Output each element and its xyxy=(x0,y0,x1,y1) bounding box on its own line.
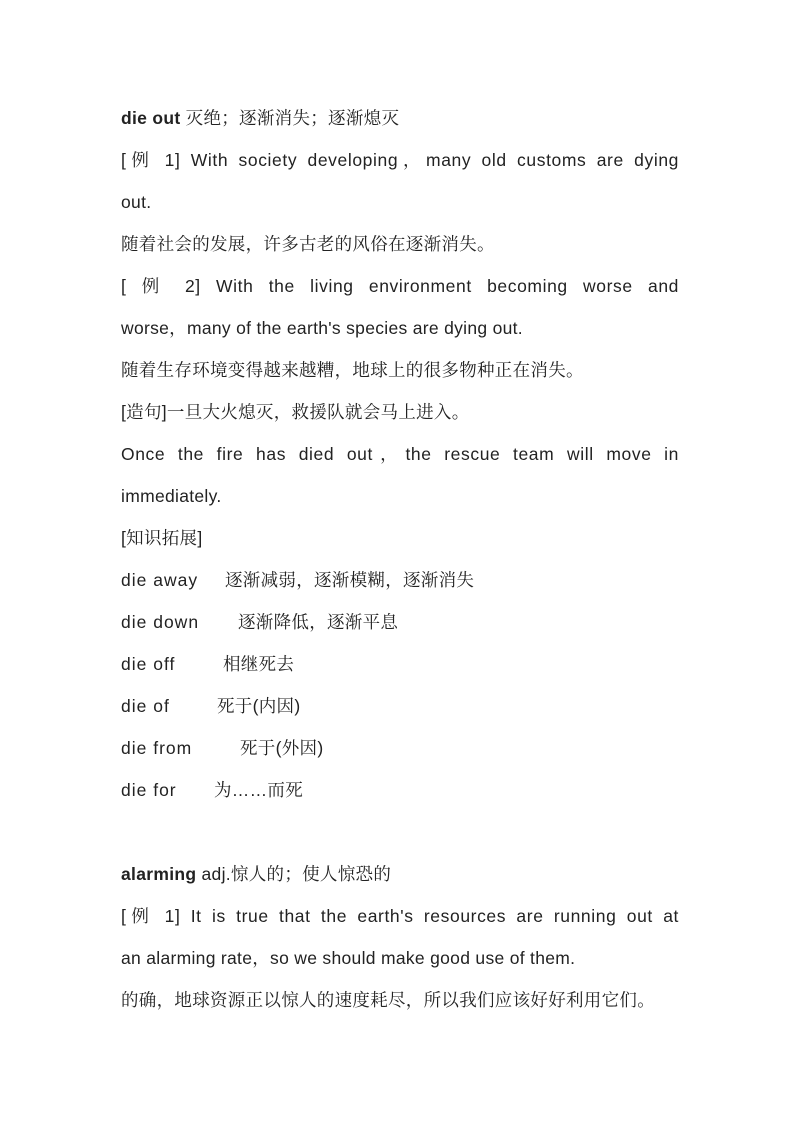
phrase-term: die down xyxy=(121,612,200,632)
headword-gloss: adj.惊人的；使人惊恐的 xyxy=(201,864,392,884)
phrase-term: die for xyxy=(121,780,177,800)
phrase-meaning: 死于(内因) xyxy=(217,696,301,716)
example-1-line-2: out. xyxy=(121,192,152,212)
phrase-item xyxy=(121,694,679,718)
phrase-meaning: 逐渐减弱，逐渐模糊，逐渐消失 xyxy=(225,570,475,590)
phrase-item xyxy=(121,610,679,634)
phrase-item xyxy=(121,778,679,802)
headword: die out xyxy=(121,108,181,128)
phrase-term: die away xyxy=(121,570,199,590)
phrase-meaning: 为……而死 xyxy=(214,780,303,800)
entry-heading-die-out xyxy=(121,106,679,130)
phrase-item xyxy=(121,736,679,760)
extension-title: [知识拓展] xyxy=(121,528,203,548)
sentence-making-line-1: Once the fire has died out，the rescue team will move in xyxy=(121,444,679,464)
phrase-term: die off xyxy=(121,654,176,674)
example-2-translation: 随着生存环境变得越来越糟，地球上的很多物种正在消失。 xyxy=(121,360,584,380)
phrase-meaning: 死于(外因) xyxy=(240,738,324,758)
phrase-meaning: 相继死去 xyxy=(223,654,295,674)
phrase-meaning: 逐渐降低，逐渐平息 xyxy=(238,612,399,632)
sentence-making-line-2: immediately. xyxy=(121,486,222,506)
example-1-translation: 随着社会的发展，许多古老的风俗在逐渐消失。 xyxy=(121,234,495,254)
entry-heading-alarming xyxy=(121,862,679,886)
phrase-item xyxy=(121,568,679,592)
example-2-line-1: [ 例 2] With the living environment becoming worse and xyxy=(121,276,679,296)
example-1-line-2: an alarming rate，so we should make good use of them. xyxy=(121,948,576,968)
example-1-line-1: [例 1] With society developing，many old customs are dying xyxy=(121,150,679,170)
example-1-translation: 的确，地球资源正以惊人的速度耗尽，所以我们应该好好利用它们。 xyxy=(121,990,655,1010)
headword-gloss: 灭绝；逐渐消失；逐渐熄灭 xyxy=(185,108,400,128)
phrase-item xyxy=(121,652,679,676)
example-2-line-2: worse，many of the earth's species are dying out. xyxy=(121,318,523,338)
example-1-line-1: [例 1] It is true that the earth's resources are running out at xyxy=(121,906,679,926)
headword: alarming xyxy=(121,864,197,884)
phrase-term: die of xyxy=(121,696,170,716)
phrase-term: die from xyxy=(121,738,193,758)
sentence-making-prompt: [造句]一旦大火熄灭，救援队就会马上进入。 xyxy=(121,402,470,422)
